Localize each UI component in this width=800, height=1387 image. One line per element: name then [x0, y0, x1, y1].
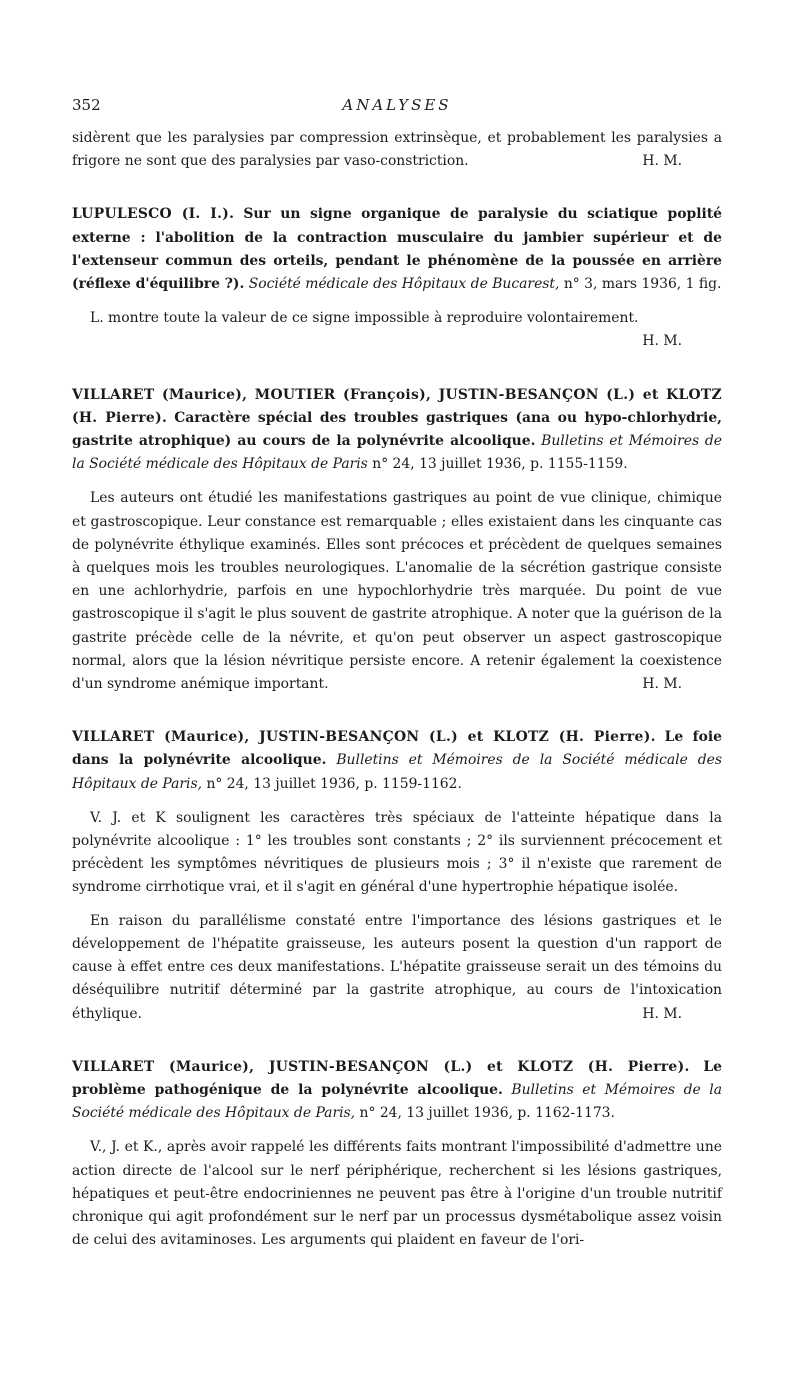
- citation: [72, 726, 722, 796]
- citation-details: n° 24, 13 juillet 1936, p. 1162-1173.: [359, 1105, 615, 1122]
- article-title: Le problème pathogénique de la polynévrite alcoolique.: [72, 1058, 722, 1098]
- abstract-signature: H. M.: [642, 676, 682, 693]
- article-title: Caractère spécial des troubles gastriques (ana ou hypo-chlorhydrie, gastrite atrophique) au cours de la polynévrite alcoolique.: [72, 409, 722, 450]
- abstract-signature: H. M.: [642, 1005, 682, 1022]
- journal: Bulletins et Mémoires de la Société médicale des Hôpitaux de Paris,: [72, 752, 722, 792]
- citation-details: n° 3, mars 1936, 1 fig.: [563, 276, 722, 293]
- journal: Bulletins et Mémoires de la Société médicale des Hôpitaux de Paris: [72, 433, 722, 473]
- running-title: ANALYSES: [342, 96, 452, 114]
- abstract-text: V. J. et K soulignent les caractères très spéciaux de l'atteinte hépatique dans la polynévrite alcoolique : 1° les troubles sont constants ; 2° ils surviennent précocement et précèdent les symptômes névritiques de plusieurs mois ; 3° il n'existe que rarement de syndrome cirrhotique vrai, et il s'agit en général d'une hypertrophie hépatique isolée.: [72, 809, 722, 896]
- citation: [72, 1056, 722, 1126]
- authors: VILLARET (Maurice), JUSTIN-BESANÇON (L.) et KLOTZ (H. Pierre).: [72, 729, 656, 746]
- journal: Bulletins et Mémoires de la Société médicale des Hôpitaux de Paris,: [72, 1081, 722, 1122]
- citation: [72, 384, 722, 477]
- intro-paragraph: [72, 127, 722, 173]
- article-title: Le foie dans la polynévrite alcoolique.: [72, 729, 722, 769]
- authors: LUPULESCO (I. I.).: [72, 206, 235, 223]
- article-title: Sur un signe organique de paralysie du sciatique poplité externe : l'abolition de la contraction musculaire du jambier supérieur et de l'extenseur commun des orteils, pendant le phénomène de la poussée en arrière (réflexe d'équilibre ?).: [72, 206, 722, 293]
- authors: VILLARET (Maurice), JUSTIN-BESANÇON (L.) et KLOTZ (H. Pierre).: [72, 1058, 690, 1075]
- abstract-entry-foie: [72, 726, 722, 1025]
- abstract-entry-pathogenie: [72, 1056, 722, 1253]
- abstract-entry-lupulesco: [72, 203, 722, 353]
- journal: Société médicale des Hôpitaux de Bucarest,: [248, 276, 560, 293]
- abstract-text: Les auteurs ont étudié les manifestations gastriques au point de vue clinique, chimique et gastroscopique. Leur constance est remarquable ; elles existaient dans les cinquante cas de polynévrite éthylique examinés. Elles sont précoces et précèdent de quelques semaines à quelques mois les troubles neurologiques. L'anomalie de la sécrétion gastrique consiste en une achlorhydrie, parfois en une hypochlorhydrie très marquée. Du point de vue gastroscopique il s'agit le plus souvent de gastrite atrophique. A noter que la guérison de la gastrite précède celle de la névrite, et qu'on peut observer un aspect gastroscopique normal, alors que la lésion névritique persiste encore. A retenir également la coexistence d'un syndrome anémique important. H. M.: [72, 487, 722, 696]
- page-number: 352: [72, 96, 101, 114]
- abstract-text: V., J. et K., après avoir rappelé les différents faits montrant l'impossibilité d'admettre une action directe de l'alcool sur le nerf périphérique, recherchent si les lésions gastriques, hépatiques et peut-être endocriniennes ne peuvent pas être à l'origine d'un trouble nutritif chronique qui agit profondément sur le nerf par un processus dysmétabolique assez voisin de celui des avitaminoses. Les arguments qui plaident en faveur de l'ori-: [72, 1139, 722, 1249]
- page-body: [72, 127, 722, 1252]
- authors: VILLARET (Maurice), MOUTIER (François), JUSTIN-BESANÇON (L.) et KLOTZ (H. Pierre).: [72, 386, 722, 426]
- page-header: [72, 96, 722, 120]
- abstract-entry-troubles-gastriques: [72, 384, 722, 697]
- citation: [72, 203, 722, 296]
- abstract-signature: H. M.: [642, 333, 682, 350]
- intro-text: sidèrent que les paralysies par compression extrinsèque, et probablement les paralysies a frigore ne sont que des paralysies par vaso-constriction.: [72, 130, 722, 170]
- intro-signature: H. M.: [642, 153, 682, 170]
- citation-details: n° 24, 13 juillet 1936, p. 1155-1159.: [372, 456, 628, 473]
- abstract-text: L. montre toute la valeur de ce signe impossible à reproduire volontairement.: [90, 310, 639, 327]
- abstract-text-continued: En raison du parallélisme constaté entre l'importance des lésions gastriques et le développement de l'hépatite graisseuse, les auteurs posent la question d'un rapport de cause à effet entre ces deux manifestations. L'hépatite graisseuse serait un des témoins du déséquilibre nutritif déterminé par la gastrite atrophique, au cours de l'intoxication éthylique. H. M.: [72, 910, 722, 1026]
- citation-details: n° 24, 13 juillet 1936, p. 1159-1162.: [206, 775, 462, 792]
